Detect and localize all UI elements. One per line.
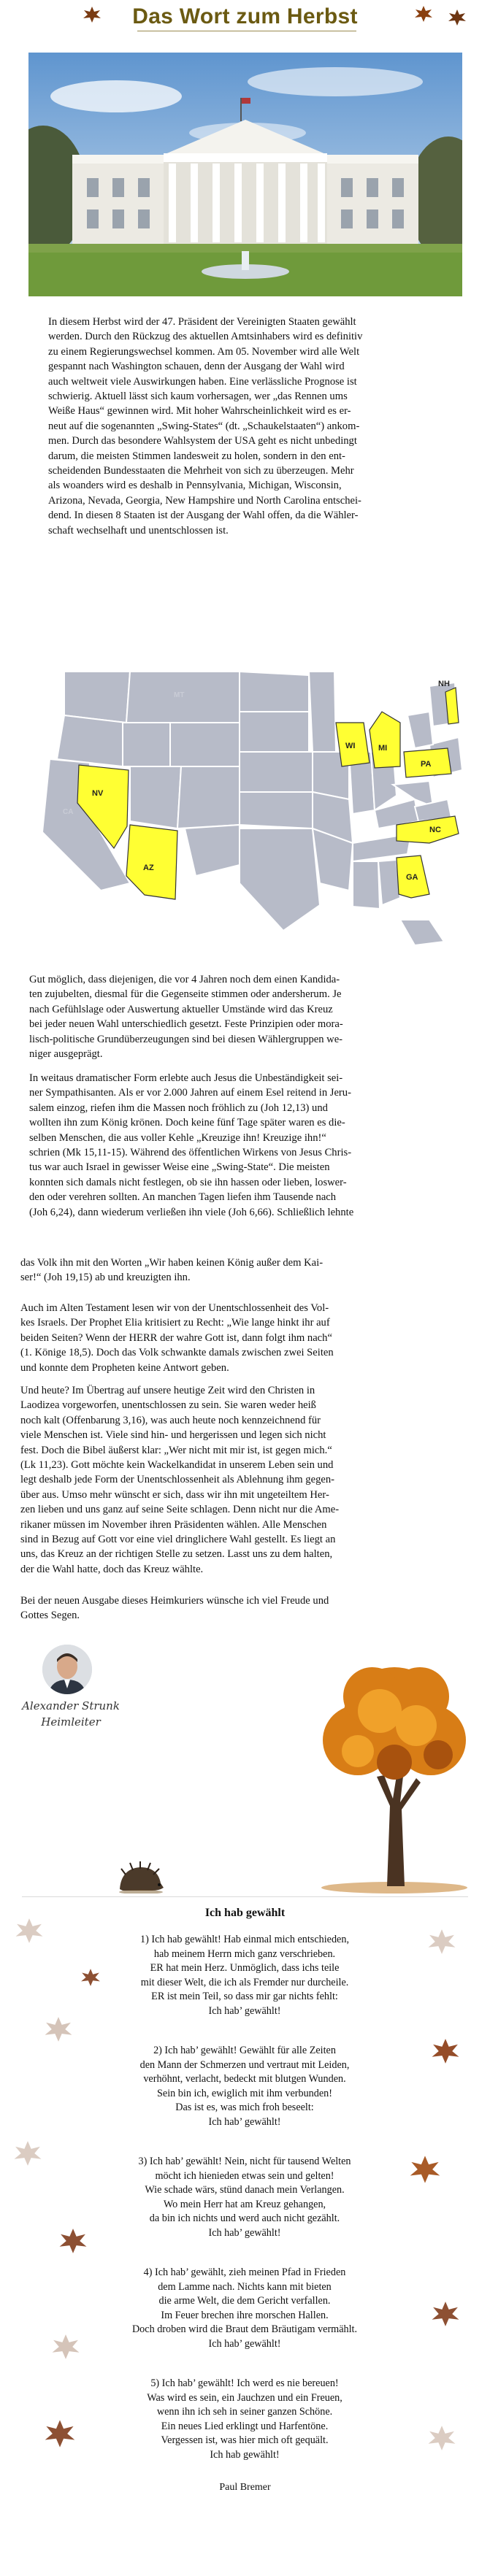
poem-line: Das ist es, was mich froh beseelt: [175, 2102, 314, 2114]
text-line: men. Durch das besondere Wahlsystem der USA geht es nicht unbedingt [48, 435, 357, 447]
paragraph-jesus [29, 1071, 467, 1220]
text-line: scheidenden Bundesstaaten die Mehrheit von sich zu überzeugen. Mehr [48, 465, 354, 477]
poem-line: den Mann der Schmerzen und vertraut mit Leiden, [139, 2058, 350, 2071]
poem-line: Doch droben wird die Braut dem Bräutigam vermählt. [131, 2323, 358, 2336]
poem-line: Was wird es sein, ein Jauchzen und ein Freuen, [147, 2391, 342, 2404]
poem-line: die arme Welt, die dem Gericht verfallen. [158, 2295, 331, 2307]
paragraph-old-testament [20, 1301, 473, 1375]
text-line: ner Sympathisanten. Als er vor 2.000 Jahren auf einem Esel reitend in Jeru- [29, 1087, 351, 1099]
faded-leaf-icon [427, 1927, 456, 1956]
state-label-nv: NV [92, 789, 104, 798]
text-line: Auch im Alten Testament lesen wir von der Unentschlossenheit des Vol- [20, 1302, 329, 1314]
text-line: In weitaus dramatischer Form erlebte auch Jesus die Unbeständigkeit sei- [29, 1072, 343, 1084]
white-house-photo [28, 53, 462, 296]
text-line: konnten sich damals nicht festlegen, ob sie ihn hassen oder lieben, loswer- [29, 1176, 347, 1188]
poem-line: Ich hab gewählt! [210, 2448, 280, 2461]
signature-name: Alexander Strunk [22, 1699, 120, 1712]
text-line: darum, die meisten Stimmen landesweit zu holen, sondern in den ent- [48, 450, 345, 462]
text-line: salem einzog, riefen ihm die Massen noch fröhlich zu (Joh 12,13) und [29, 1101, 328, 1114]
text-line: fest. Doch die Bibel äußerst klar: „Wer nicht mit mir ist, ist gegen mich.“ [20, 1444, 332, 1456]
hedgehog-illustration [115, 1861, 166, 1893]
text-line: (Joh 6,24), dann wiederum verließen ihn viele (Joh 6,66). Schließlich lehnte [29, 1206, 354, 1218]
text-line: über aus. Umso mehr wünscht er sich, dass wir ihn mit ungeteiltem Her- [20, 1488, 329, 1501]
text-line: viele Menschen ist. Viele sind hin- und hergerissen und legen sich nicht [20, 1429, 326, 1442]
poem-stanza-3 [102, 2155, 387, 2241]
maple-leaf-icon [409, 2153, 441, 2185]
signature-role: Heimleiter [41, 1715, 101, 1729]
state-label-ga: GA [406, 873, 418, 882]
section-divider [22, 1896, 468, 1897]
state-az [126, 825, 177, 899]
poem-line: dem Lamme nach. Nichts kann mit bieten [158, 2280, 332, 2293]
faded-leaf-icon [44, 2015, 73, 2044]
text-line: auch weltweit viele Auswirkungen haben. Eine verlässliche Prognose ist [48, 375, 357, 388]
text-line: zu einem Regierungswechsel kommen. Am 05. November wird alle Welt [48, 345, 360, 358]
poem-line: da bin ich nichts und werd auch nicht gezählt. [149, 2212, 340, 2225]
poem-line: Sein bin ich, ewiglich mit ihm verbunden! [157, 2087, 332, 2099]
paragraph-swing-voters [29, 972, 467, 1061]
poem-line: wenn ihn ich seh in seiner ganzen Schöne. [156, 2406, 333, 2418]
text-line: als woanders wird es deshalb in Pennsylvania, Michigan, Wisconsin, [48, 480, 342, 492]
text-line: Gut möglich, dass diejenigen, die vor 4 Jahren noch dem einen Kandida- [29, 974, 340, 985]
paragraph-crucifixion [20, 1256, 473, 1285]
poem-line: 5) Ich hab’ gewählt! Ich werd es nie bereuen! [150, 2377, 339, 2389]
text-line: wollten ihn zum König krönen. Doch keine fünf Tage später waren es die- [29, 1117, 345, 1129]
intro-paragraph [48, 315, 457, 538]
poem-line: mit dieser Welt, die ich als Fremder nur durcheile. [140, 1976, 349, 1988]
poem-line: Ich hab’ gewählt! [208, 2337, 281, 2350]
poem-line: 4) Ich hab’ gewählt, zieh meinen Pfad in Frieden [143, 2267, 346, 2278]
text-line: das Volk ihn mit den Worten „Wir haben keinen König außer dem Kai- [20, 1257, 324, 1269]
text-line: bei jeder neuen Wahl unterschiedlich gesetzt. Feste Prinzipien oder mora- [29, 1018, 343, 1031]
maple-leaf-icon [431, 2037, 460, 2066]
paragraph-today [20, 1383, 473, 1577]
poem-author: Paul Bremer [219, 2482, 271, 2493]
text-line: gespannt nach Washington schauen, denn der Ausgang der Wahl wird [48, 361, 345, 373]
page-title: Das Wort zum Herbst [132, 4, 358, 28]
text-line: noch kalt (Offenbarung 3,16), was auch heute noch kennzeichnend für [20, 1414, 321, 1426]
poem-line: Ich hab’ gewählt! [208, 2004, 281, 2017]
poem-line: Wie schade wärs, stünd danach mein Verlangen. [145, 2184, 345, 2196]
text-line: kes Israels. Der Prophet Elia kritisiert zu Recht: „Wie lange hinkt ihr auf [20, 1317, 330, 1329]
state-label-wi: WI [345, 742, 356, 750]
state-label-mi: MI [378, 744, 388, 753]
faded-leaf-icon [427, 2423, 456, 2453]
text-line: ten zujubelten, diesmal für die Gegenseite stimmen oder andersherum. Je [29, 988, 342, 1001]
text-line: In diesem Herbst wird der 47. Präsident der Vereinigten Staaten gewählt [48, 316, 356, 328]
poem-stanza-2 [102, 2044, 387, 2130]
text-line: tus war auch Israel in gewisser Weise eine „Swing-State“. Die meisten [29, 1161, 330, 1174]
poem-line: verhöhnt, verlacht, bedeckt mit blutgen Wunden. [143, 2073, 346, 2085]
text-line: schaft wechselhaft und unentschlossen ist. [48, 524, 229, 537]
text-line: ser!“ (Joh 19,15) ab und kreuzigten ihn. [20, 1272, 191, 1284]
text-line: legt deshalb jede Form der Unentschlossenheit als Ablehnung ihm gegen- [20, 1474, 335, 1486]
faded-leaf-icon [51, 2332, 80, 2361]
text-line: niger ausgeprägt. [29, 1048, 103, 1061]
text-line: und konnte dem Propheten keine Antwort geben. [20, 1361, 229, 1374]
state-label-az: AZ [143, 864, 154, 872]
poem-line: Wo mein Herr hat am Kreuz gehangen, [163, 2198, 326, 2210]
text-line: Weiße Haus“ gewinnen wird. Mit hoher Wahrscheinlichkeit wird es er- [48, 405, 351, 418]
poem-stanza-4 [102, 2266, 387, 2352]
poem-line: ER hat mein Herz. Unmöglich, dass ichs teile [150, 1962, 340, 1975]
text-line: sind in Bezug auf Gott vor eine viel dringlichere Wahl gestellt. Es liegt an [20, 1534, 336, 1546]
text-line: Laodizea vorgeworfen, unentschlossen zu sein. Sie waren weder heiß [20, 1399, 316, 1412]
poem-line: Im Feuer brechen ihre morschen Hallen. [161, 2309, 329, 2321]
text-line: Gottes Segen. [20, 1610, 80, 1622]
state-mi [370, 712, 400, 768]
poem-line: Vergessen ist, was hier mich oft gequält. [161, 2434, 329, 2447]
text-line: Bei der neuen Ausgabe dieses Heimkuriers wünsche ich viel Freude und [20, 1595, 329, 1607]
swing-states-map [20, 642, 466, 949]
autumn-tree-illustration [314, 1653, 475, 1893]
text-line: lisch-politische Grundüberzeugungen sind bei diesen Wählergruppen we- [29, 1033, 343, 1045]
maple-leaf-icon [431, 2299, 460, 2329]
text-line: beiden Seiten? Wenn der HERR der wahre Gott ist, dann folgt ihm nach“ [20, 1331, 332, 1344]
text-line: (Lk 11,23). Gott möchte kein Wackelkandidat in unserem Leben sein und [20, 1459, 334, 1472]
text-line: werden. Durch den Rückzug des aktuellen Amtsinhabers wird es definitiv [48, 331, 363, 343]
text-line: rikaner müssen im November ihren Präsidenten wählen. Alle Menschen [20, 1518, 327, 1531]
text-line: den oder verehren sollten. An manchen Tagen liefen ihm Tausende nach [29, 1191, 337, 1204]
text-line: schwierig. Aktuell lässt sich kaum vorhersagen, wer „das Rennen ums [48, 391, 348, 403]
text-line: Arizona, Nevada, Georgia, New Hampshire und North Carolina entschei- [48, 494, 361, 507]
state-label-nh: NH [438, 680, 450, 688]
text-line: (1. Könige 18,5). Doch das Volk schwankte damals zwischen zwei Seiten [20, 1347, 334, 1359]
maple-leaf-icon [58, 2226, 88, 2256]
poem-line: ER ist mein Teil, so dass mir gar nichts fehlt: [151, 1991, 338, 2003]
faded-leaf-icon [15, 1916, 44, 1945]
poem-line: 2) Ich hab’ gewählt! Gewählt für alle Zeiten [153, 2045, 336, 2056]
autumn-leaf-icon [413, 5, 434, 23]
text-line: uns, das Kreuz an der richtigen Stelle zu setzen. Lasst uns zu dem halten, [20, 1548, 333, 1561]
text-line: neut auf die sogenannten „Swing-States“ (dt. „Schaukelstaaten“) ankom- [48, 420, 360, 432]
state-label-nc: NC [429, 826, 441, 834]
state-label-ca: CA [63, 808, 74, 816]
author-avatar [42, 1645, 92, 1694]
poem-title: Ich hab gewählt [204, 1907, 286, 1919]
paragraph-greeting [20, 1593, 473, 1623]
poem-stanza-1 [102, 1933, 387, 2019]
poem-line: Ein neues Lied erklingt und Harfentöne. [161, 2420, 329, 2432]
autumn-leaf-icon [447, 9, 467, 26]
maple-leaf-icon [80, 1967, 101, 1988]
text-line: nach Gefühlslage oder Auswertung aktueller Umstände wird das Kreuz [29, 1003, 333, 1015]
poem-line: möcht ich hienieden etwas sein und gelten! [155, 2169, 334, 2182]
text-line: zen lieben und uns ganz auf seine Seite schlagen. Denn nicht nur die Ame- [20, 1504, 340, 1516]
text-line: selben Menschen, die aus voller Kehle „Kreuzige ihn! Kreuzige ihn!“ [29, 1131, 326, 1144]
faded-leaf-icon [13, 2139, 42, 2168]
poem-line: 3) Ich hab’ gewählt! Nein, nicht für tausend Welten [138, 2156, 351, 2167]
text-line: Und heute? Im Übertrag auf unsere heutige Zeit wird den Christen in [20, 1385, 315, 1396]
poem-stanza-5 [102, 2377, 387, 2463]
poem-line: 1) Ich hab gewählt! Hab einmal mich entschieden, [139, 1934, 349, 1945]
autumn-leaf-icon [83, 6, 102, 23]
state-label-mt: MT [174, 691, 185, 699]
text-line: dend. In diesen 8 Staaten ist der Ausgang der Wahl offen, da die Wähler- [48, 510, 359, 522]
poem-line: Ich hab’ gewählt! [208, 2226, 281, 2239]
maple-leaf-icon [44, 2418, 76, 2450]
poem-line: hab meinem Herrn mich ganz verschrieben. [153, 1948, 336, 1960]
text-line: der die Wahl hatte, doch das Kreuz wählte. [20, 1563, 204, 1575]
text-line: schrien (Mk 15,11-15). Während des öffentlichen Wirkens von Jesus Chris- [29, 1147, 352, 1159]
state-label-pa: PA [421, 760, 432, 769]
poem-line: Ich hab’ gewählt! [208, 2115, 281, 2128]
